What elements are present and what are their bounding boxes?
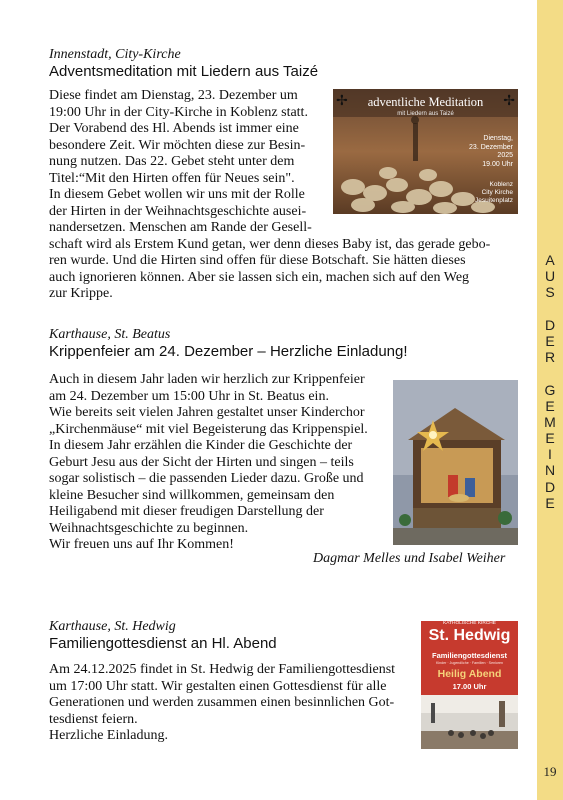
section-side-band [537, 0, 563, 800]
body-line: Wie bereits seit vielen Jahren gestaltet unser Kinderchor [49, 405, 365, 420]
body-line: nung nutzen. Das 22. Gebet steht unter dem [49, 154, 295, 169]
body-line: um 17:00 Uhr statt. Wir gestalten einen Gottesdienst für alle [49, 678, 387, 694]
article-location: Karthause, St. Hedwig [49, 619, 176, 634]
body-line: Heiligabend mit dieser freudigen Darstellung der [49, 504, 324, 519]
body-line: Titel:“Mit den Hirten offen für Neues sein". [49, 170, 295, 186]
body-line: 19:00 Uhr in der City-Kirche in Koblenz statt. [49, 104, 308, 120]
cross-icon: ✢ [336, 94, 348, 109]
side-letter: E [545, 430, 555, 447]
poster-date-line: 23. Dezember [469, 143, 513, 151]
body-line: nandersetzen. Menschen am Rande der Gesell- [49, 220, 312, 235]
poster-audience: Kinder · Jugendliche · Familien · Senioren [435, 661, 504, 665]
body-line: In diesem Jahr erzählen die Kinder die Geschichte der [49, 438, 353, 453]
body-line: „Kirchenmäuse“ mit viel Begeisterung das Krippenspiel. [49, 421, 368, 437]
side-letter: E [545, 332, 555, 349]
body-line: sogar solistisch – die passenden Lieder dazu. Große und [49, 471, 364, 486]
body-line: Diese findet am Dienstag, 23. Dezember um [49, 88, 298, 103]
poster-service-type: Familiengottesdienst [431, 651, 507, 660]
poster-date-block [469, 135, 513, 169]
author-signature: Dagmar Melles und Isabel Weiher [313, 551, 506, 566]
body-line: schaft wird als Erstem Kund getan, wer denn dieses Baby ist, das gerade gebo- [49, 236, 491, 252]
side-letter: A [545, 252, 555, 268]
poster-time: 17.00 Uhr [452, 682, 487, 691]
body-line: Generationen und werden zusammen einen besinnlichen Got- [49, 695, 395, 710]
body-line: der Hirten in der Weihnachtsgeschichte ausei- [49, 203, 307, 219]
poster-subheadline: mit Liedern aus Taizé [397, 111, 454, 117]
body-line: Weihnachtsgeschichte zu beginnen. [49, 520, 249, 536]
poster-event: Heilig Abend [437, 668, 502, 680]
side-letter: R [544, 349, 556, 366]
side-letter: G [544, 381, 556, 398]
side-letter: M [544, 413, 556, 430]
body-line: Am 24.12.2025 findet in St. Hedwig der Familiengottesdienst [49, 662, 396, 677]
body-line: Geburt Jesu aus der Sicht der Hirten und singen – teils [49, 454, 354, 470]
article-location: Innenstadt, City-Kirche [49, 47, 181, 62]
church-interior-photo [421, 695, 518, 749]
poster-venue-line: Jesuitenplatz [475, 197, 513, 204]
body-line: ren wurde. Und die Hirten sind offen für diese Botschaft. Sie hätten dieses [49, 253, 466, 268]
body-line: Herzliche Einladung. [49, 728, 168, 743]
nativity-scene-photo [393, 380, 518, 545]
st-hedwig-poster [421, 617, 518, 749]
body-line: tesdienst feiern. [49, 711, 138, 727]
page-number: 19 [543, 764, 557, 779]
body-line: In diesem Gebet wollen wir uns mit der Rolle [49, 187, 305, 202]
body-line: Der Vorabend des Hl. Abends ist immer eine [49, 121, 299, 136]
cross-icon: ✢ [503, 94, 515, 109]
side-letter-gap [537, 301, 563, 317]
article-title: Adventsmeditation mit Liedern aus Taizé [49, 63, 319, 80]
side-letter: I [548, 446, 552, 463]
section-label-vertical [537, 252, 563, 511]
body-line: Auch in diesem Jahr laden wir herzlich zur Krippenfeier [49, 372, 365, 387]
poster-venue-line: Koblenz [489, 181, 513, 188]
side-letter: D [544, 316, 556, 333]
poster-date-line: 19.00 Uhr [482, 160, 513, 168]
poster-date-line: 2025 [497, 152, 513, 159]
body-line: besondere Zeit. Wir möchten diese zur Besin- [49, 137, 306, 153]
side-letter: U [544, 268, 556, 285]
body-line: Wir freuen uns auf Ihr Kommen! [49, 537, 234, 552]
poster-date-line: Dienstag, [483, 135, 513, 142]
side-letter: E [545, 494, 555, 511]
side-letter: E [545, 397, 555, 414]
article-title: Krippenfeier am 24. Dezember – Herzliche Einladung! [49, 343, 408, 360]
poster-venue-line: City Kirche [481, 189, 513, 196]
meditation-poster-image [333, 89, 518, 214]
poster-venue-block [475, 181, 513, 205]
crib-illustration [393, 380, 518, 545]
side-letter-gap [537, 365, 563, 381]
side-letter: N [544, 462, 556, 479]
body-line: kleine Besucher sind willkommen, gemeinsam den [49, 487, 335, 503]
side-letter: D [544, 478, 556, 495]
body-line: am 24. Dezember um 15:00 Uhr in St. Beatus ein. [49, 388, 329, 404]
article-title: Familiengottesdienst an Hl. Abend [49, 635, 277, 652]
side-letter: S [545, 284, 555, 301]
body-line: auch ignorieren können. Aber sie lassen sich ein, machen sich auf den Weg [49, 269, 470, 285]
poster-headline: adventliche Meditation [367, 95, 484, 109]
poster-kicker: KATHOLISCHE KIRCHE [443, 621, 496, 626]
article-location: Karthause, St. Beatus [49, 327, 171, 342]
poster-church-name: St. Hedwig [428, 627, 511, 644]
body-line: zur Krippe. [49, 286, 113, 301]
